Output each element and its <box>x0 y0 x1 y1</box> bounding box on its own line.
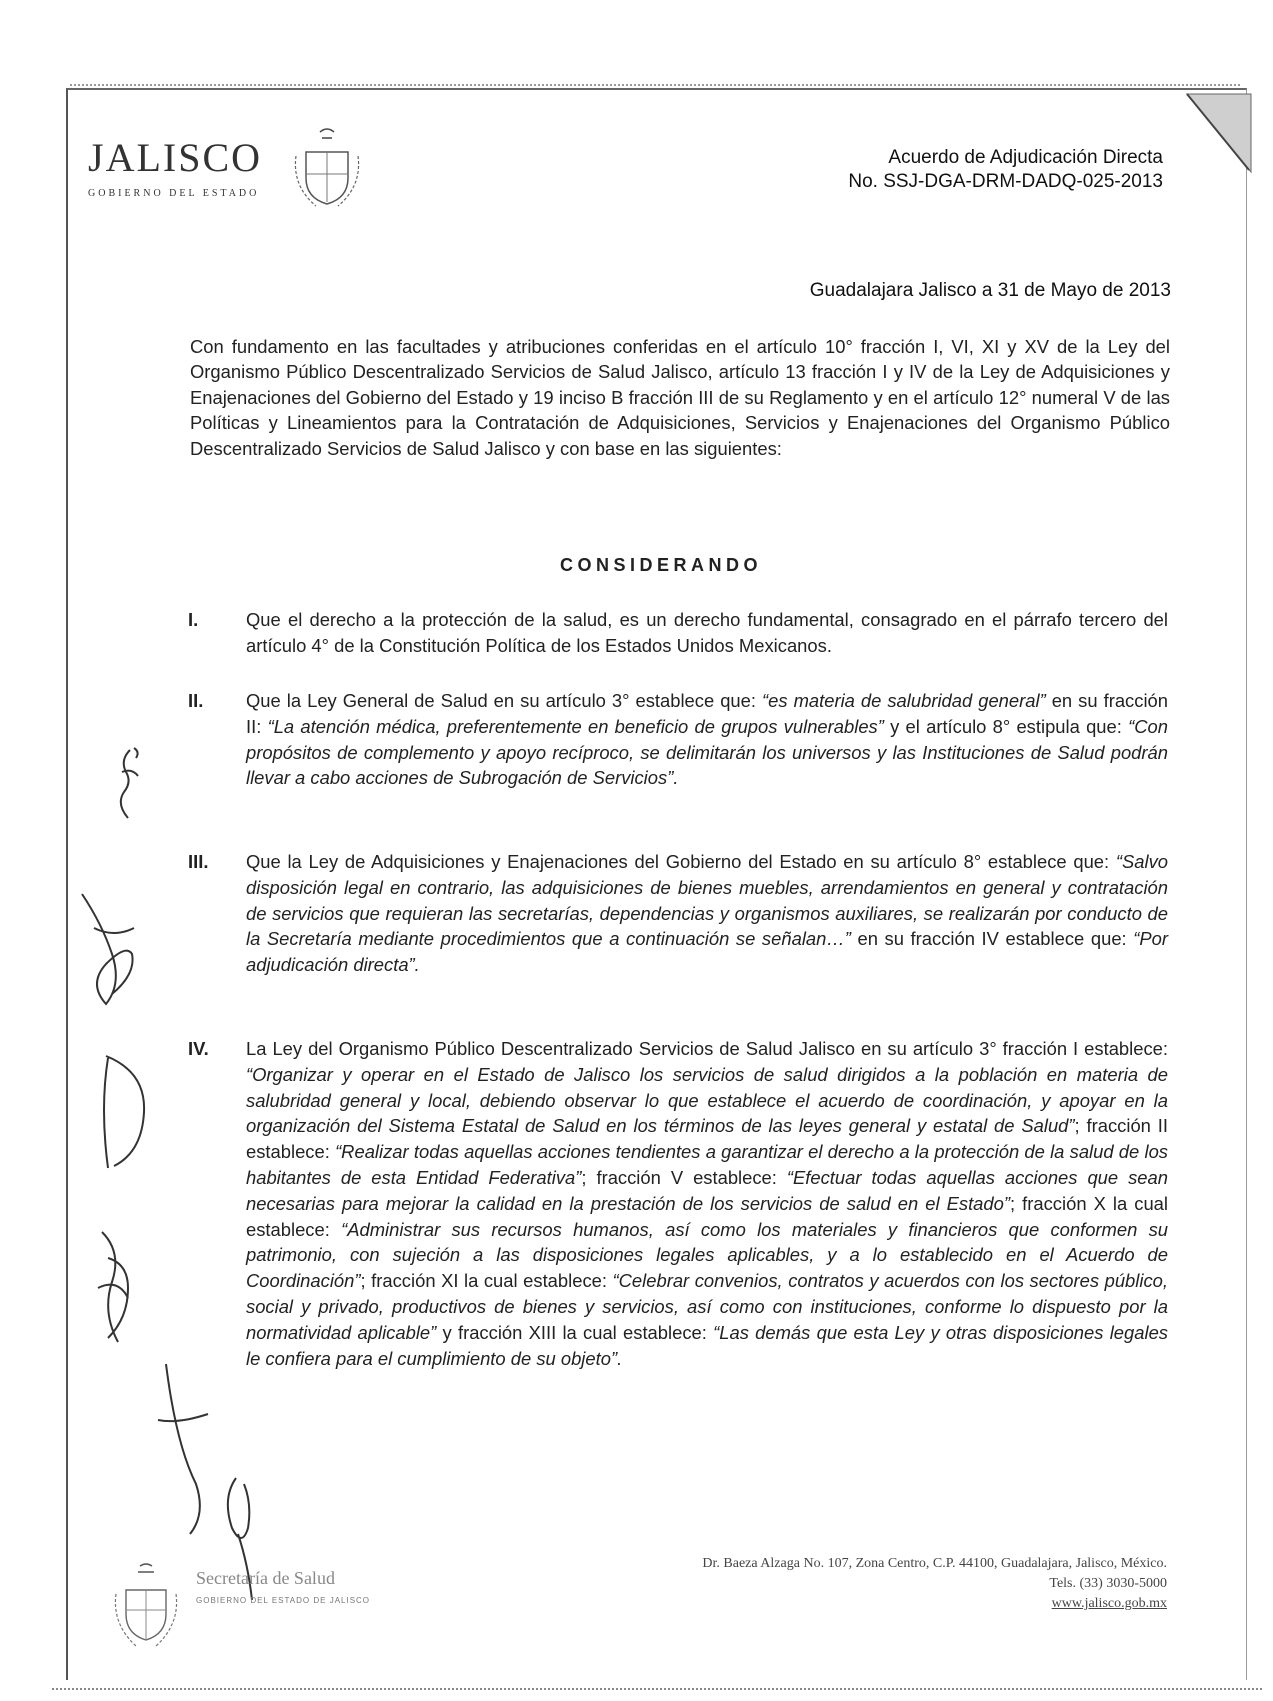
text-run: y el artículo 8° estipula que: <box>883 715 1129 737</box>
intro-paragraph: Con fundamento en las facultades y atribuciones conferidas en el artículo 10° fracción I, VI, XI y XV de la Ley del Organismo Público Descentralizado Servicios de Salud Jalisco, artículo 13 fracción I y IV de la Ley de Adquisiciones y Enajenaciones del Gobierno del Estado y 19 inciso B fracción III de su Reglamento y en el artículo 12° numeral V de las Políticas y Lineamientos para la Contratación de Adquisiciones, Servicios y Enajenaciones del Organismo Público Descentralizado Servicios de Salud Jalisco y con base en las siguientes: <box>190 336 1170 459</box>
considerando-item-2 <box>188 688 1168 791</box>
initials-signature-5 <box>152 1360 222 1540</box>
considerando-item-3 <box>188 849 1168 978</box>
quoted-text: “Organizar y operar en el Estado de Jalisco los servicios de salud dirigidos a la población en materia de salubridad general y local, debiendo observar lo que establece el acuerdo de coordinación, y apoyar en la organización del Sistema Estatal de Salud en los términos de las leyes general y estatal de Salud” <box>246 1063 1168 1137</box>
text-run: ; fracción II establece: <box>246 1115 1168 1163</box>
item-number: II. <box>188 690 204 711</box>
footer-address: Dr. Baeza Alzaga No. 107, Zona Centro, C.P. 44100, Guadalajara, Jalisco, México. <box>702 1556 1167 1571</box>
logo-word: JALISCO <box>88 135 263 180</box>
item-text <box>246 688 1168 791</box>
text-run: ; fracción V establece: <box>581 1166 787 1188</box>
item-number: I. <box>188 609 199 630</box>
secretaria-subtitle: GOBIERNO DEL ESTADO DE JALISCO <box>196 1596 371 1605</box>
initials-signature-3 <box>86 1052 156 1172</box>
quoted-text: “Con propósitos de complemento y apoyo recíproco, se delimitarán los universos y las Instituciones de Salud podrán llevar a cabo acciones de Subrogación de Servicios”. <box>246 715 1168 789</box>
text-run: Que la Ley General de Salud en su artículo 3° establece que: <box>246 690 763 711</box>
footer-phone: Tels. (33) 3030-5000 <box>1049 1576 1167 1591</box>
section-title: CONSIDERANDO <box>560 555 763 575</box>
text-run: Que el derecho a la protección de la salud, es un derecho fundamental, consagrado en el párrafo tercero del artículo 4° de la Constitución Política de los Estados Unidos Mexicanos. <box>246 609 1168 656</box>
quoted-text: “La atención médica, preferentemente en beneficio de grupos vulnerables” <box>267 715 884 737</box>
initials-signature-2 <box>74 888 144 1008</box>
document-heading <box>848 146 1163 194</box>
item-text <box>246 849 1168 978</box>
item-number: III. <box>188 851 209 872</box>
state-crest-icon <box>292 126 362 212</box>
quoted-text: “Administrar sus recursos humanos, así como los materiales y financieros que conformen su patrimonio, con sujeción a las disposiciones legales aplicables, y a lo establecido en el Acuerdo de Coordinación” <box>246 1218 1169 1292</box>
footer-website-link[interactable]: www.jalisco.gob.mx <box>1051 1596 1167 1611</box>
quoted-text: “Las demás que esta Ley y otras disposiciones legales le confiera para el cumplimiento de su objeto”. <box>246 1321 1168 1369</box>
text-run: y fracción XIII la cual establece: <box>436 1321 714 1343</box>
text-run: Que la Ley de Adquisiciones y Enajenaciones del Gobierno del Estado en su artículo 8° establece que: <box>246 851 1116 872</box>
text-run: ; fracción X la cual establece: <box>246 1192 1168 1240</box>
item-number: IV. <box>188 1038 209 1059</box>
quoted-text: “es materia de salubridad general” <box>762 690 1046 711</box>
initials-signature-4 <box>88 1228 148 1358</box>
item-text <box>246 607 1168 659</box>
document-number: No. SSJ-DGA-DRM-DADQ-025-2013 <box>848 171 1163 192</box>
document-title: Acuerdo de Adjudicación Directa <box>888 147 1163 168</box>
text-run: en su fracción IV establece que: <box>850 928 1134 950</box>
text-run: La Ley del Organismo Público Descentralizado Servicios de Salud Jalisco en su artículo 3° fracción I establece: <box>246 1038 1168 1059</box>
considerando-item-1 <box>188 607 1168 659</box>
top-border-line <box>70 84 1240 87</box>
bottom-border-line <box>52 1688 1262 1691</box>
considerando-item-4 <box>188 1036 1168 1371</box>
document-date: Guadalajara Jalisco a 31 de Mayo de 2013 <box>809 280 1171 301</box>
quoted-text: “Por adjudicación directa”. <box>246 928 1169 976</box>
folded-corner-mark <box>1183 92 1253 174</box>
quoted-text: “Celebrar convenios, contratos y acuerdos con los sectores público, social y privado, productivos de bienes y servicios, así como con instituciones, conforme lo dispuesto por la normatividad aplicable” <box>246 1270 1168 1343</box>
item-text <box>246 1036 1168 1371</box>
jalisco-logo <box>88 135 263 199</box>
initials-signature-1 <box>100 742 150 822</box>
logo-subtitle: GOBIERNO DEL ESTADO <box>88 188 260 199</box>
footer-contact <box>702 1554 1167 1614</box>
text-run: en su fracción II: <box>246 690 1168 737</box>
text-run: ; fracción XI la cual establece: <box>360 1270 613 1292</box>
quoted-text: “Salvo disposición legal en contrario, las adquisiciones de bienes muebles, arrendamientos en general y contratación de servicios que requieran las secretarías, dependencias y organismos auxiliares, se realizarán por conducto de la Secretaría mediante procedimientos que a continuación se señalan…” <box>246 851 1168 950</box>
quoted-text: “Realizar todas aquellas acciones tendientes a garantizar el derecho a la protección de la salud de los habitantes de esta Entidad Federativa” <box>246 1141 1168 1188</box>
secretaria-de-salud-logo: Secretaría de Salud <box>196 1568 335 1588</box>
footer-crest-icon <box>110 1562 182 1662</box>
quoted-text: “Efectuar todas aquellas acciones que sean necesarias para mejorar la calidad en la prestación de los servicios de salud en el Estado” <box>246 1166 1168 1214</box>
